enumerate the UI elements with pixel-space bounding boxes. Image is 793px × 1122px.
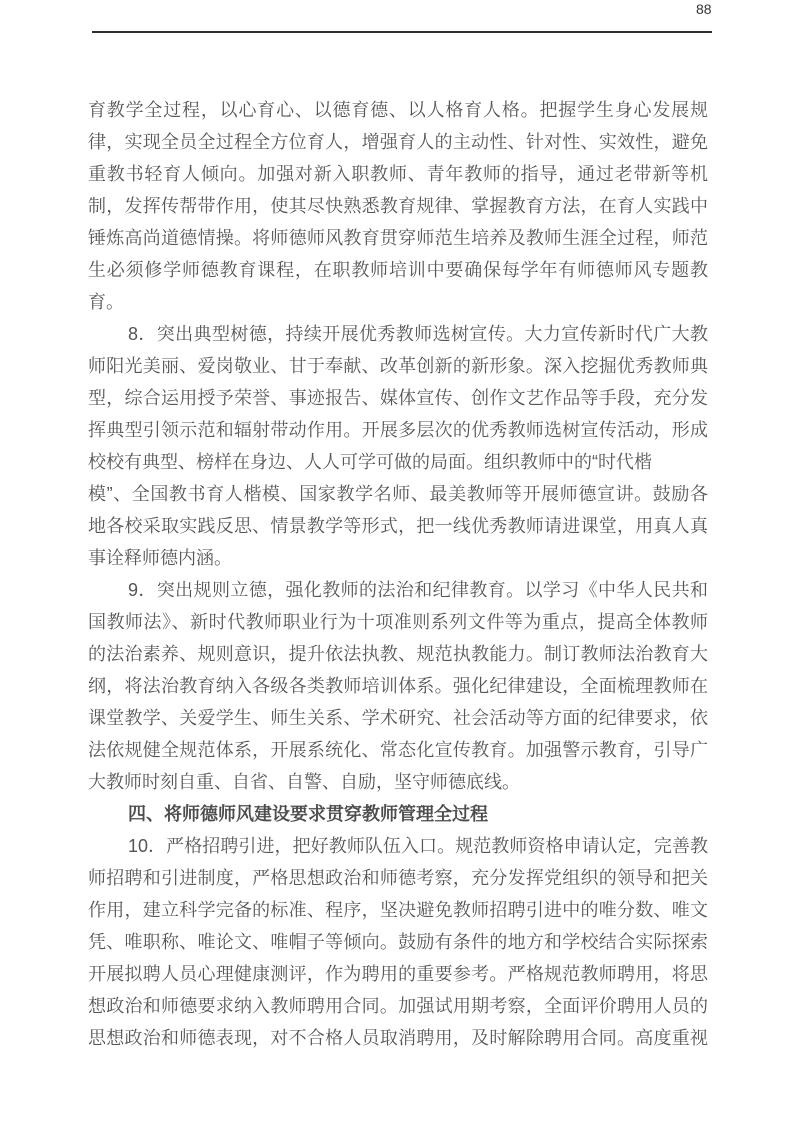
text-line: 凭、唯职称、唯论文、唯帽子等倾向。鼓励有条件的地方和学校结合实际探索 [88,932,708,952]
text-line: 9．突出规则立德，强化教师的法治和纪律教育。以学习《中华人民共和 [128,580,708,600]
text-line: 师招聘和引进制度，严格思想政治和师德考察，充分发挥党组织的领导和把关 [88,868,708,888]
text-line: 事诠释师德内涵。 [88,548,232,568]
text-line: 生必须修学师德教育课程，在职教师培训中要确保每学年有师德师风专题教 [88,260,708,280]
text-line: 型，综合运用授予荣誉、事迹报告、媒体宣传、创作文艺作品等手段，充分发 [88,388,708,408]
section-heading: 四、将师德师风建设要求贯穿教师管理全过程 [128,804,488,824]
text-line: 的法治素养、规则意识，提升依法执教、规范执教能力。制订教师法治教育大 [88,644,708,664]
header-rule [92,31,712,33]
text-line: 重教书轻育人倾向。加强对新入职教师、青年教师的指导，通过老带新等机 [88,164,708,184]
text-line: 锤炼高尚道德情操。将师德师风教育贯穿师范生培养及教师生涯全过程，师范 [88,228,708,248]
text-line: 10．严格招聘引进，把好教师队伍入口。规范教师资格申请认定，完善教 [128,836,708,856]
text-line: 想政治和师德要求纳入教师聘用合同。加强试用期考察，全面评价聘用人员的 [88,996,708,1016]
text-line: 育。 [88,292,124,312]
text-line: 开展拟聘人员心理健康测评，作为聘用的重要参考。严格规范教师聘用，将思 [88,964,708,984]
text-line: 律，实现全员全过程全方位育人，增强育人的主动性、针对性、实效性，避免 [88,132,708,152]
text-line: 师阳光美丽、爱岗敬业、甘于奉献、改革创新的新形象。深入挖掘优秀教师典 [88,356,708,376]
text-line: 思想政治和师德表现，对不合格人员取消聘用，及时解除聘用合同。高度重视 [88,1028,708,1048]
text-line: 地各校采取实践反思、情景教学等形式，把一线优秀教师请进课堂，用真人真 [88,516,708,536]
text-line: 育教学全过程，以心育心、以德育德、以人格育人格。把握学生身心发展规 [88,100,708,120]
text-line: 制，发挥传帮带作用，使其尽快熟悉教育规律、掌握教育方法，在育人实践中 [88,196,708,216]
text-line: 8．突出典型树德，持续开展优秀教师选树宣传。大力宣传新时代广大教 [128,324,708,344]
text-line: 大教师时刻自重、自省、自警、自励，坚守师德底线。 [88,772,520,792]
document-body [88,94,708,1054]
text-line: 模”、全国教书育人楷模、国家教学名师、最美教师等开展师德宣讲。鼓励各 [88,484,708,504]
text-line: 法依规健全规范体系，开展系统化、常态化宣传教育。加强警示教育，引导广 [88,740,708,760]
text-line: 国教师法》、新时代教师职业行为十项准则系列文件等为重点，提高全体教师 [88,612,708,632]
text-line: 校校有典型、榜样在身边、人人可学可做的局面。组织教师中的“时代楷 [88,452,652,472]
text-line: 作用，建立科学完备的标准、程序，坚决避免教师招聘引进中的唯分数、唯文 [88,900,708,920]
page-number: 88 [696,1,712,17]
text-line: 挥典型引领示范和辐射带动作用。开展多层次的优秀教师选树宣传活动，形成 [88,420,708,440]
text-line: 课堂教学、关爱学生、师生关系、学术研究、社会活动等方面的纪律要求，依 [88,708,708,728]
text-line: 纲，将法治教育纳入各级各类教师培训体系。强化纪律建设，全面梳理教师在 [88,676,708,696]
